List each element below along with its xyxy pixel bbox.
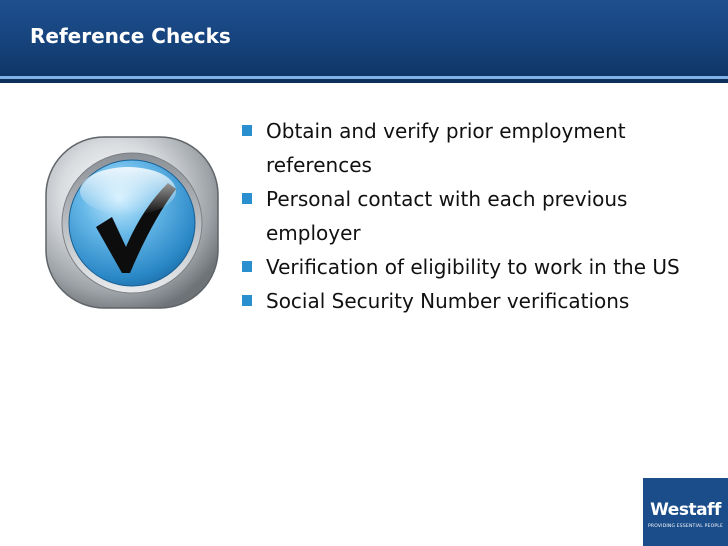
square-bullet-icon bbox=[242, 125, 252, 136]
square-bullet-icon bbox=[242, 261, 252, 272]
bullet-item bbox=[238, 250, 698, 284]
square-bullet-icon bbox=[242, 295, 252, 306]
westaff-logo bbox=[643, 478, 728, 546]
bullet-item bbox=[238, 114, 698, 182]
bullet-text: Social Security Number verifications bbox=[266, 289, 630, 313]
bullet-item bbox=[238, 284, 698, 318]
bullet-item bbox=[238, 182, 698, 250]
logo-name: Westaff bbox=[650, 500, 721, 520]
bullet-text: Verification of eligibility to work in the US bbox=[266, 255, 680, 279]
checkmark-icon bbox=[44, 135, 220, 310]
bullet-list bbox=[238, 114, 698, 318]
slide-header bbox=[0, 0, 728, 76]
square-bullet-icon bbox=[242, 193, 252, 204]
logo-tagline: PROVIDING ESSENTIAL PEOPLE bbox=[647, 524, 723, 529]
header-shadow-rule bbox=[0, 79, 728, 83]
slide-title: Reference Checks bbox=[30, 24, 231, 48]
bullet-text: Obtain and verify prior employment references bbox=[266, 119, 626, 177]
bullet-text: Personal contact with each previous employer bbox=[266, 187, 628, 245]
